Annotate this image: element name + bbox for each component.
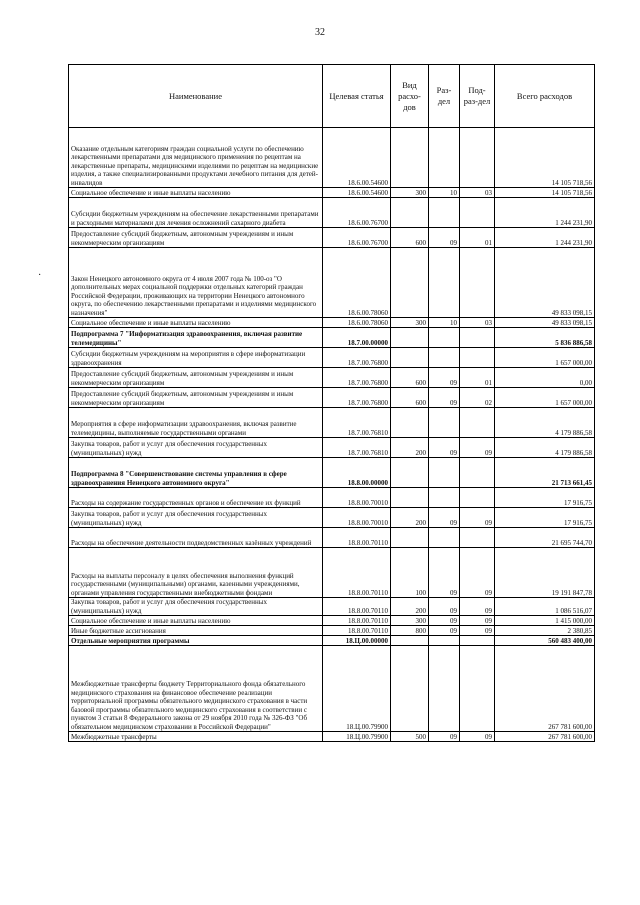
table-row: [69, 616, 595, 626]
row-section: 10: [429, 188, 460, 198]
table-row: [69, 438, 595, 458]
table-row: [69, 548, 595, 598]
row-section: [429, 528, 460, 548]
page-number: 32: [315, 27, 325, 38]
row-target-article: 18.Ц.00.79900: [323, 732, 391, 742]
table-row: [69, 368, 595, 388]
row-expense-type: 200: [391, 598, 429, 616]
row-target-article: 18.6.00.78060: [323, 248, 391, 318]
row-name: Предоставление субсидий бюджетным, автономным учреждениям и иным некоммерческим организациям: [69, 388, 323, 408]
row-section: 09: [429, 228, 460, 248]
table-row: [69, 408, 595, 438]
row-expense-type: 800: [391, 626, 429, 636]
row-section: [429, 248, 460, 318]
table-row: [69, 508, 595, 528]
col-header-section: Раз-дел: [429, 65, 460, 128]
row-subsection: 09: [460, 616, 495, 626]
row-expense-type: 100: [391, 548, 429, 598]
row-total: 5 836 886,58: [495, 328, 595, 348]
row-name: Расходы на содержание государственных органов и обеспечение их функций: [69, 488, 323, 508]
table-row: [69, 388, 595, 408]
row-subsection: [460, 636, 495, 646]
row-target-article: 18.8.00.70110: [323, 616, 391, 626]
row-subsection: [460, 348, 495, 368]
row-total: 17 916,75: [495, 488, 595, 508]
row-total: 1 657 000,00: [495, 348, 595, 368]
row-total: 19 191 847,78: [495, 548, 595, 598]
row-section: 09: [429, 548, 460, 598]
row-name: Социальное обеспечение и иные выплаты населению: [69, 188, 323, 198]
row-total: 17 916,75: [495, 508, 595, 528]
row-section: 09: [429, 438, 460, 458]
row-section: 09: [429, 732, 460, 742]
row-expense-type: [391, 198, 429, 228]
table-row: [69, 528, 595, 548]
row-subsection: 01: [460, 228, 495, 248]
row-target-article: 18.7.00.76810: [323, 408, 391, 438]
row-subsection: [460, 488, 495, 508]
row-expense-type: [391, 636, 429, 646]
row-name: Социальное обеспечение и иные выплаты населению: [69, 616, 323, 626]
row-target-article: 18.Ц.00.79900: [323, 646, 391, 732]
row-total: 1 244 231,90: [495, 228, 595, 248]
col-header-target-article: Целевая статья: [323, 65, 391, 128]
row-target-article: 18.7.00.76810: [323, 438, 391, 458]
row-section: 09: [429, 388, 460, 408]
row-expense-type: 300: [391, 318, 429, 328]
row-target-article: 18.6.00.54600: [323, 128, 391, 188]
row-subsection: [460, 248, 495, 318]
row-total: 1 415 000,00: [495, 616, 595, 626]
row-total: 1 086 516,07: [495, 598, 595, 616]
row-target-article: 18.7.00.76800: [323, 368, 391, 388]
row-subsection: 09: [460, 598, 495, 616]
row-name: Предоставление субсидий бюджетным, автономным учреждениям и иным некоммерческим организациям: [69, 228, 323, 248]
row-name: Расходы на выплаты персоналу в целях обеспечения выполнения функций государственными (муниципальными) органами, казенными учреждениями, органами управления государственными внебюджетными фондами: [69, 548, 323, 598]
margin-mark: ·: [38, 270, 42, 281]
row-subsection: 09: [460, 548, 495, 598]
row-subsection: 09: [460, 732, 495, 742]
row-total: 4 179 886,58: [495, 438, 595, 458]
row-expense-type: [391, 128, 429, 188]
table-row: [69, 318, 595, 328]
row-expense-type: 200: [391, 508, 429, 528]
table-row: [69, 228, 595, 248]
budget-table: [68, 64, 595, 742]
row-total: 49 833 098,15: [495, 248, 595, 318]
row-section: [429, 128, 460, 188]
row-subsection: [460, 328, 495, 348]
row-total: 4 179 886,58: [495, 408, 595, 438]
row-expense-type: [391, 408, 429, 438]
row-total: 14 105 718,56: [495, 128, 595, 188]
col-header-total: Всего расходов: [495, 65, 595, 128]
col-header-name: Наименование: [69, 65, 323, 128]
row-expense-type: 200: [391, 438, 429, 458]
table-row: [69, 646, 595, 732]
row-total: 21 713 661,45: [495, 458, 595, 488]
row-subsection: 02: [460, 388, 495, 408]
row-subsection: [460, 198, 495, 228]
row-name: Отдельные мероприятия программы: [69, 636, 323, 646]
row-total: 1 244 231,90: [495, 198, 595, 228]
row-target-article: 18.7.00.76800: [323, 388, 391, 408]
row-expense-type: [391, 328, 429, 348]
row-expense-type: 600: [391, 388, 429, 408]
row-target-article: 18.Ц.00.00000: [323, 636, 391, 646]
row-target-article: 18.8.00.70110: [323, 548, 391, 598]
table-row: [69, 626, 595, 636]
row-section: 09: [429, 368, 460, 388]
table-row: [69, 128, 595, 188]
table-row: [69, 348, 595, 368]
row-section: [429, 328, 460, 348]
row-expense-type: [391, 488, 429, 508]
row-target-article: 18.8.00.00000: [323, 458, 391, 488]
row-subsection: [460, 646, 495, 732]
row-expense-type: 600: [391, 228, 429, 248]
row-name: Иные бюджетные ассигнования: [69, 626, 323, 636]
row-subsection: 09: [460, 438, 495, 458]
table-row: [69, 458, 595, 488]
row-subsection: [460, 408, 495, 438]
row-expense-type: [391, 348, 429, 368]
row-total: 267 781 600,00: [495, 646, 595, 732]
col-header-expense-type: Вид расхо-дов: [391, 65, 429, 128]
row-name: Субсидии бюджетным учреждениям на мероприятия в сфере информатизации здравоохранения: [69, 348, 323, 368]
row-total: 21 695 744,70: [495, 528, 595, 548]
row-section: 09: [429, 508, 460, 528]
row-name: Закупка товаров, работ и услуг для обеспечения государственных (муниципальных) нужд: [69, 508, 323, 528]
row-target-article: 18.6.00.78060: [323, 318, 391, 328]
row-section: [429, 198, 460, 228]
table-row: [69, 188, 595, 198]
table-header-row: [69, 65, 595, 128]
row-target-article: 18.7.00.00000: [323, 328, 391, 348]
row-subsection: 09: [460, 508, 495, 528]
row-target-article: 18.6.00.76700: [323, 198, 391, 228]
row-name: Предоставление субсидий бюджетным, автономным учреждениям и иным некоммерческим организациям: [69, 368, 323, 388]
row-name: Закон Ненецкого автономного округа от 4 июля 2007 года № 100-оз "О дополнительных мерах социальной поддержки отдельных категорий граждан Российской Федерации, проживающих на территории Ненецкого автономного округа, по обеспечению лекарственными препаратами и изделиями медицинского назначения": [69, 248, 323, 318]
row-target-article: 18.6.00.76700: [323, 228, 391, 248]
row-expense-type: 500: [391, 732, 429, 742]
row-name: Межбюджетные трансферты бюджету Территориального фонда обязательного медицинского страхования на финансовое обеспечение реализации территориальной программы обязательного медицинского страхования в части базовой программы обязательного медицинского страхования в соответствии с пунктом 3 статьи 8 Федерального закона от 29 ноября 2010 года № 326-ФЗ "Об обязательном медицинском страховании в Российской Федерации": [69, 646, 323, 732]
row-expense-type: [391, 646, 429, 732]
row-name: Мероприятия в сфере информатизации здравоохранения, включая развитие телемедицины, выполняемые государственными органами: [69, 408, 323, 438]
table-row: [69, 598, 595, 616]
row-expense-type: 300: [391, 616, 429, 626]
row-name: Оказание отдельным категориям граждан социальной услуги по обеспечению лекарственными препаратами для медицинского применения по рецептам на лекарственные препараты, медицинскими изделиями по рецептам на медицинские изделия, а также специализированными продуктами лечебного питания для детей-инвалидов: [69, 128, 323, 188]
row-subsection: [460, 128, 495, 188]
row-expense-type: [391, 458, 429, 488]
row-section: 09: [429, 626, 460, 636]
col-header-subsection: Под-раз-дел: [460, 65, 495, 128]
row-expense-type: [391, 248, 429, 318]
table-row: [69, 732, 595, 742]
row-total: 2 380,85: [495, 626, 595, 636]
table-row: [69, 488, 595, 508]
row-target-article: 18.8.00.70010: [323, 508, 391, 528]
row-target-article: 18.7.00.76800: [323, 348, 391, 368]
row-section: [429, 646, 460, 732]
row-name: Субсидии бюджетным учреждениям на обеспечение лекарственными препаратами и расходными материалами для лечения осложнений сахарного диабета: [69, 198, 323, 228]
row-section: 10: [429, 318, 460, 328]
row-total: 49 833 098,15: [495, 318, 595, 328]
row-total: 267 781 600,00: [495, 732, 595, 742]
row-subsection: 03: [460, 318, 495, 328]
table-row: [69, 636, 595, 646]
row-section: 09: [429, 616, 460, 626]
table-row: [69, 328, 595, 348]
row-expense-type: [391, 528, 429, 548]
row-subsection: [460, 458, 495, 488]
row-section: [429, 488, 460, 508]
row-section: [429, 636, 460, 646]
row-name: Социальное обеспечение и иные выплаты населению: [69, 318, 323, 328]
row-subsection: 09: [460, 626, 495, 636]
row-name: Закупка товаров, работ и услуг для обеспечения государственных (муниципальных) нужд: [69, 438, 323, 458]
row-name: Расходы на обеспечение деятельности подведомственных казённых учреждений: [69, 528, 323, 548]
row-subsection: 03: [460, 188, 495, 198]
row-section: [429, 348, 460, 368]
table-row: [69, 248, 595, 318]
row-subsection: 01: [460, 368, 495, 388]
row-name: Межбюджетные трансферты: [69, 732, 323, 742]
table-row: [69, 198, 595, 228]
row-name: Подпрограмма 7 "Информатизация здравоохранения, включая развитие телемедицины": [69, 328, 323, 348]
row-section: [429, 458, 460, 488]
row-target-article: 18.8.00.70110: [323, 598, 391, 616]
row-subsection: [460, 528, 495, 548]
row-total: 1 657 000,00: [495, 388, 595, 408]
row-name: Закупка товаров, работ и услуг для обеспечения государственных (муниципальных) нужд: [69, 598, 323, 616]
row-expense-type: 300: [391, 188, 429, 198]
row-total: 560 483 400,00: [495, 636, 595, 646]
row-expense-type: 600: [391, 368, 429, 388]
row-total: 0,00: [495, 368, 595, 388]
row-section: 09: [429, 598, 460, 616]
row-target-article: 18.8.00.70010: [323, 488, 391, 508]
row-target-article: 18.8.00.70110: [323, 626, 391, 636]
row-section: [429, 408, 460, 438]
row-target-article: 18.8.00.70110: [323, 528, 391, 548]
row-total: 14 105 718,56: [495, 188, 595, 198]
row-name: Подпрограмма 8 "Совершенствование системы управления в сфере здравоохранения Ненецкого автономного округа": [69, 458, 323, 488]
row-target-article: 18.6.00.54600: [323, 188, 391, 198]
